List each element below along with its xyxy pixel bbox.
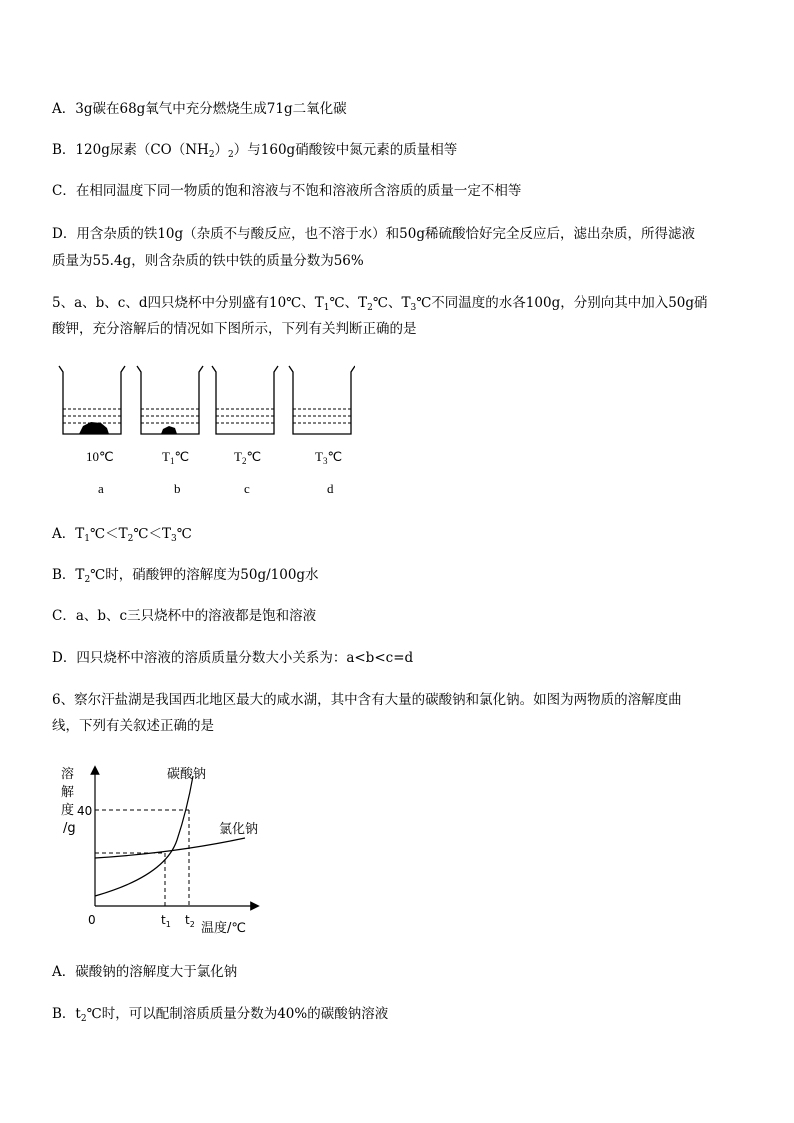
q6-opt-b-t2: ℃时，可以配制溶质质量分数为40%的碳酸钠溶液 <box>86 1006 389 1022</box>
beaker-c-temp <box>234 449 261 466</box>
q5-opt-a-t2: ℃＜T <box>90 526 128 542</box>
q5-stem-sub1: 1 <box>323 303 330 313</box>
beaker-a-precipitate <box>79 422 109 434</box>
x-tick-t2: $t_2$ <box>185 913 195 929</box>
q6-option-b <box>52 1005 388 1028</box>
series-na2co3-label: 碳酸钠 <box>167 767 207 782</box>
q5-stem-sub3: 3 <box>410 303 417 313</box>
q5-opt-b-t1: B．T <box>52 567 85 583</box>
q5-opt-a-s3: 3 <box>170 534 177 544</box>
q5-stem-text2: ℃、T <box>329 295 368 311</box>
beaker-b <box>137 366 203 434</box>
beaker-d-temp-sub: 3 <box>322 456 328 466</box>
q5-option-d: D．四只烧杯中溶液的溶质质量分数大小关系为：a<b<c=d <box>52 650 414 666</box>
q4-option-b-sub1: 2 <box>208 150 215 160</box>
q4-option-b-text3: ）与160g硝酸铵中氮元素的质量相等 <box>233 142 458 158</box>
beaker-d-temp-t: T <box>315 449 323 464</box>
y-label-char-3: 度 <box>61 803 75 818</box>
beaker-d-temp-unit: ℃ <box>327 449 343 464</box>
q5-opt-a-s1: 1 <box>84 534 90 544</box>
q5-option-b <box>52 566 319 589</box>
q5-option-c: C．a、b、c三只烧杯中的溶液都是饱和溶液 <box>52 608 317 624</box>
q6-stem-line2: 线，下列有关叙述正确的是 <box>52 718 214 734</box>
q4-option-b-text1: B．120g尿素（CO（NH <box>52 142 209 158</box>
q5-stem-text1: 5、a、b、c、d四只烧杯中分别盛有10℃、T <box>52 295 324 311</box>
q5-stem-sub2: 2 <box>367 303 373 313</box>
y-label-char-4: /g <box>63 821 76 836</box>
q5-opt-a-t1: A．T <box>52 526 85 542</box>
x-axis-label: 温度/℃ <box>201 921 246 936</box>
series-nacl-curve <box>95 838 245 858</box>
q6-option-a: A．碳酸钠的溶解度大于氯化钠 <box>52 964 238 980</box>
beaker-a <box>59 366 125 434</box>
y-label-char-2: 解 <box>61 785 75 800</box>
q5-opt-b-s1: 2 <box>84 575 91 585</box>
beaker-b-letter: b <box>174 481 181 496</box>
beaker-b-temp-t: T <box>162 449 170 464</box>
q5-option-a <box>52 525 192 548</box>
q4-option-c: C．在相同温度下同一物质的饱和溶液与不饱和溶液所含溶质的质量一定不相等 <box>52 183 522 199</box>
q5-opt-a-t3: ℃＜T <box>133 526 171 542</box>
beaker-b-temp-unit: ℃ <box>174 449 190 464</box>
beaker-a-letter: a <box>98 481 104 496</box>
beaker-c-temp-sub: 2 <box>241 456 247 466</box>
q6-stem-line1: 6、察尔汗盐湖是我国西北地区最大的咸水湖，其中含有大量的碳酸钠和氯化钠。如图为两物质的溶解度曲 <box>52 692 682 708</box>
q4-option-b-sub2: 2 <box>228 150 234 160</box>
q4-option-d-line1: D．用含杂质的铁10g（杂质不与酸反应，也不溶于水）和50g稀硫酸恰好完全反应后，滤出杂质，所得滤液 <box>52 226 695 242</box>
q4-option-d-line2: 质量为55.4g，则含杂质的铁中铁的质量分数为56% <box>52 253 364 269</box>
q5-opt-b-t2: ℃时，硝酸钾的溶解度为50g/100g水 <box>90 567 319 583</box>
q5-opt-a-s2: 2 <box>127 534 134 544</box>
series-na2co3-curve <box>95 776 193 896</box>
beaker-b-temp <box>162 449 189 466</box>
series-nacl-label: 氯化钠 <box>219 822 259 837</box>
beakers-figure <box>55 364 355 444</box>
beaker-d <box>289 366 355 434</box>
beaker-b-temp-sub: 1 <box>169 456 175 466</box>
beaker-c-temp-t: T <box>234 449 242 464</box>
origin-label: 0 <box>88 913 96 927</box>
q4-option-a: A．3g碳在68g氧气中充分燃烧生成71g二氧化碳 <box>52 101 347 117</box>
q5-stem-text4: ℃不同温度的水各100g，分别向其中加入50g硝 <box>416 295 708 311</box>
beaker-b-precipitate <box>161 426 177 434</box>
q4-option-b-text2: ） <box>214 142 229 158</box>
q5-stem-line1 <box>52 294 708 317</box>
beaker-a-temp: 10℃ <box>86 449 114 464</box>
beaker-c-letter: c <box>244 481 250 496</box>
q5-opt-a-t4: ℃ <box>176 526 192 542</box>
beaker-d-temp <box>315 449 342 466</box>
y-tick-40: 40 <box>77 804 93 818</box>
y-label-char-1: 溶 <box>61 767 75 782</box>
beaker-c <box>212 366 278 434</box>
x-tick-t1: $t_1$ <box>161 913 171 929</box>
solubility-chart <box>55 758 295 943</box>
beaker-c-temp-unit: ℃ <box>246 449 262 464</box>
q6-opt-b-s1: 2 <box>80 1014 87 1024</box>
q5-stem-line2: 酸钾，充分溶解后的情况如下图所示，下列有关判断正确的是 <box>52 321 417 337</box>
q6-opt-b-t1: B．t <box>52 1006 81 1022</box>
beaker-d-letter: d <box>327 481 334 496</box>
q4-option-b <box>52 141 457 164</box>
q5-stem-text3: ℃、T <box>372 295 411 311</box>
